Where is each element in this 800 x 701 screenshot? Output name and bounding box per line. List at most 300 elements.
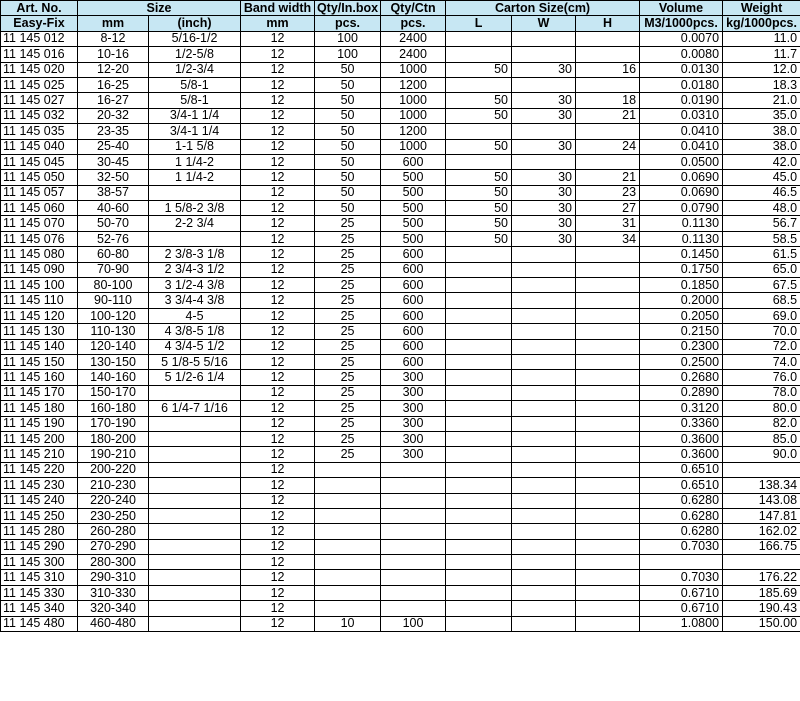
cell-carton-h	[576, 539, 640, 554]
cell-qty-inbox: 50	[315, 62, 381, 77]
cell-weight: 69.0	[723, 308, 800, 323]
cell-carton-h: 23	[576, 185, 640, 200]
cell-art-no: 11 145 120	[1, 308, 78, 323]
cell-volume: 0.0080	[640, 47, 723, 62]
cell-volume: 0.2890	[640, 385, 723, 400]
cell-band-width: 12	[241, 431, 315, 446]
cell-carton-h: 16	[576, 62, 640, 77]
cell-weight: 90.0	[723, 447, 800, 462]
cell-qty-ctn: 300	[381, 401, 446, 416]
cell-qty-inbox: 25	[315, 370, 381, 385]
cell-carton-h	[576, 262, 640, 277]
cell-carton-l	[446, 447, 512, 462]
cell-band-width: 12	[241, 77, 315, 92]
cell-size-mm: 200-220	[78, 462, 149, 477]
cell-carton-l: 50	[446, 185, 512, 200]
cell-carton-w: 30	[512, 62, 576, 77]
cell-band-width: 12	[241, 278, 315, 293]
cell-weight: 38.0	[723, 124, 800, 139]
cell-volume: 0.1450	[640, 247, 723, 262]
cell-art-no: 11 145 240	[1, 493, 78, 508]
cell-art-no: 11 145 045	[1, 154, 78, 169]
cell-carton-h	[576, 354, 640, 369]
cell-carton-l: 50	[446, 231, 512, 246]
cell-size-inch: 3 1/2-4 3/8	[149, 278, 241, 293]
cell-carton-h	[576, 401, 640, 416]
header-row	[1, 1, 800, 16]
cell-size-inch: 5 1/2-6 1/4	[149, 370, 241, 385]
cell-carton-w	[512, 154, 576, 169]
cell-carton-h	[576, 385, 640, 400]
cell-carton-h	[576, 278, 640, 293]
cell-art-no: 11 145 050	[1, 170, 78, 185]
cell-carton-h	[576, 124, 640, 139]
cell-carton-w	[512, 570, 576, 585]
cell-carton-h: 31	[576, 216, 640, 231]
cell-art-no: 11 145 300	[1, 555, 78, 570]
cell-band-width: 12	[241, 339, 315, 354]
cell-size-inch	[149, 478, 241, 493]
cell-qty-ctn: 600	[381, 339, 446, 354]
cell-carton-w: 30	[512, 170, 576, 185]
cell-size-inch: 3/4-1 1/4	[149, 124, 241, 139]
cell-weight: 61.5	[723, 247, 800, 262]
cell-art-no: 11 145 150	[1, 354, 78, 369]
cell-size-inch: 5 1/8-5 5/16	[149, 354, 241, 369]
table-row	[1, 154, 800, 169]
cell-band-width: 12	[241, 585, 315, 600]
table-row	[1, 278, 800, 293]
cell-carton-w	[512, 31, 576, 46]
cell-band-width: 12	[241, 231, 315, 246]
table-row	[1, 585, 800, 600]
table-row	[1, 324, 800, 339]
cell-qty-ctn: 600	[381, 247, 446, 262]
cell-volume: 0.0130	[640, 62, 723, 77]
cell-size-inch: 4 3/4-5 1/2	[149, 339, 241, 354]
cell-qty-inbox: 50	[315, 77, 381, 92]
cell-art-no: 11 145 250	[1, 508, 78, 523]
cell-volume: 0.3360	[640, 416, 723, 431]
cell-volume: 0.6510	[640, 478, 723, 493]
subheader-ctn-pcs: pcs.	[381, 16, 446, 31]
cell-size-mm: 30-45	[78, 154, 149, 169]
cell-carton-h	[576, 570, 640, 585]
cell-qty-inbox	[315, 570, 381, 585]
cell-weight: 80.0	[723, 401, 800, 416]
table-row	[1, 401, 800, 416]
cell-carton-h	[576, 293, 640, 308]
table-row	[1, 231, 800, 246]
cell-carton-l: 50	[446, 170, 512, 185]
cell-art-no: 11 145 032	[1, 108, 78, 123]
cell-weight: 143.08	[723, 493, 800, 508]
cell-size-mm: 50-70	[78, 216, 149, 231]
table-row	[1, 385, 800, 400]
table-row	[1, 201, 800, 216]
cell-qty-inbox: 25	[315, 401, 381, 416]
cell-art-no: 11 145 020	[1, 62, 78, 77]
cell-size-inch: 3 3/4-4 3/8	[149, 293, 241, 308]
cell-qty-ctn: 500	[381, 201, 446, 216]
cell-qty-inbox: 50	[315, 139, 381, 154]
cell-carton-w: 30	[512, 216, 576, 231]
cell-carton-l	[446, 539, 512, 554]
cell-band-width: 12	[241, 555, 315, 570]
cell-art-no: 11 145 110	[1, 293, 78, 308]
cell-size-inch	[149, 185, 241, 200]
cell-size-mm: 320-340	[78, 601, 149, 616]
cell-weight: 67.5	[723, 278, 800, 293]
table-row	[1, 601, 800, 616]
cell-qty-ctn: 1000	[381, 93, 446, 108]
table-row	[1, 139, 800, 154]
subheader-inbox-pcs: pcs.	[315, 16, 381, 31]
cell-size-mm: 80-100	[78, 278, 149, 293]
cell-band-width: 12	[241, 462, 315, 477]
header-qty-inbox: Qty/In.box	[315, 1, 381, 16]
cell-volume: 1.0800	[640, 616, 723, 631]
cell-art-no: 11 145 220	[1, 462, 78, 477]
cell-qty-ctn: 600	[381, 308, 446, 323]
subheader-mm: mm	[78, 16, 149, 31]
cell-carton-h: 24	[576, 139, 640, 154]
cell-qty-inbox	[315, 462, 381, 477]
header-size: Size	[78, 1, 241, 16]
cell-qty-inbox: 25	[315, 262, 381, 277]
cell-qty-inbox: 50	[315, 93, 381, 108]
cell-weight: 74.0	[723, 354, 800, 369]
cell-volume: 0.1750	[640, 262, 723, 277]
cell-size-inch: 1 1/4-2	[149, 154, 241, 169]
cell-qty-ctn: 1000	[381, 108, 446, 123]
cell-size-mm: 20-32	[78, 108, 149, 123]
cell-volume: 0.2150	[640, 324, 723, 339]
cell-band-width: 12	[241, 447, 315, 462]
cell-band-width: 12	[241, 185, 315, 200]
cell-size-inch: 2-2 3/4	[149, 216, 241, 231]
table-row	[1, 339, 800, 354]
cell-weight: 78.0	[723, 385, 800, 400]
cell-qty-ctn: 500	[381, 185, 446, 200]
cell-art-no: 11 145 027	[1, 93, 78, 108]
table-row	[1, 185, 800, 200]
cell-band-width: 12	[241, 93, 315, 108]
cell-carton-w	[512, 508, 576, 523]
cell-carton-h: 34	[576, 231, 640, 246]
cell-volume: 0.6280	[640, 493, 723, 508]
cell-carton-w	[512, 262, 576, 277]
cell-size-mm: 270-290	[78, 539, 149, 554]
cell-band-width: 12	[241, 201, 315, 216]
cell-size-inch: 6 1/4-7 1/16	[149, 401, 241, 416]
cell-weight: 21.0	[723, 93, 800, 108]
table-row	[1, 170, 800, 185]
cell-carton-h	[576, 601, 640, 616]
cell-size-inch: 4-5	[149, 308, 241, 323]
cell-weight: 72.0	[723, 339, 800, 354]
cell-carton-l	[446, 585, 512, 600]
cell-band-width: 12	[241, 601, 315, 616]
cell-carton-l	[446, 354, 512, 369]
cell-size-mm: 23-35	[78, 124, 149, 139]
cell-size-mm: 60-80	[78, 247, 149, 262]
table-row	[1, 570, 800, 585]
cell-qty-inbox	[315, 508, 381, 523]
cell-carton-h	[576, 247, 640, 262]
cell-art-no: 11 145 060	[1, 201, 78, 216]
cell-carton-h	[576, 370, 640, 385]
cell-size-mm: 230-250	[78, 508, 149, 523]
cell-weight: 70.0	[723, 324, 800, 339]
cell-weight: 56.7	[723, 216, 800, 231]
cell-carton-w	[512, 478, 576, 493]
cell-size-mm: 190-210	[78, 447, 149, 462]
cell-size-mm: 32-50	[78, 170, 149, 185]
cell-volume: 0.0790	[640, 201, 723, 216]
cell-carton-l	[446, 493, 512, 508]
cell-qty-ctn: 500	[381, 231, 446, 246]
cell-qty-ctn: 600	[381, 262, 446, 277]
cell-band-width: 12	[241, 124, 315, 139]
cell-volume: 0.0180	[640, 77, 723, 92]
cell-band-width: 12	[241, 154, 315, 169]
cell-carton-h	[576, 47, 640, 62]
cell-carton-l	[446, 308, 512, 323]
cell-carton-h	[576, 447, 640, 462]
cell-band-width: 12	[241, 247, 315, 262]
cell-band-width: 12	[241, 539, 315, 554]
table-row	[1, 31, 800, 46]
cell-band-width: 12	[241, 62, 315, 77]
cell-size-inch	[149, 385, 241, 400]
cell-carton-w	[512, 278, 576, 293]
table-row	[1, 493, 800, 508]
cell-carton-h	[576, 431, 640, 446]
cell-qty-inbox: 25	[315, 278, 381, 293]
cell-carton-w	[512, 124, 576, 139]
cell-qty-ctn: 300	[381, 447, 446, 462]
cell-size-inch	[149, 570, 241, 585]
cell-volume: 0.0410	[640, 124, 723, 139]
cell-art-no: 11 145 130	[1, 324, 78, 339]
cell-volume: 0.6510	[640, 462, 723, 477]
cell-size-mm: 120-140	[78, 339, 149, 354]
cell-carton-h: 21	[576, 170, 640, 185]
cell-volume: 0.1130	[640, 216, 723, 231]
cell-band-width: 12	[241, 31, 315, 46]
cell-carton-l	[446, 47, 512, 62]
cell-band-width: 12	[241, 508, 315, 523]
cell-size-mm: 140-160	[78, 370, 149, 385]
cell-qty-inbox: 25	[315, 216, 381, 231]
cell-carton-w	[512, 601, 576, 616]
cell-size-inch	[149, 416, 241, 431]
cell-art-no: 11 145 210	[1, 447, 78, 462]
table-body	[1, 31, 800, 631]
cell-carton-w	[512, 339, 576, 354]
table-row	[1, 416, 800, 431]
table-row	[1, 77, 800, 92]
cell-band-width: 12	[241, 354, 315, 369]
cell-weight: 190.43	[723, 601, 800, 616]
cell-size-inch: 2 3/8-3 1/8	[149, 247, 241, 262]
cell-weight: 185.69	[723, 585, 800, 600]
subheader-band-mm: mm	[241, 16, 315, 31]
cell-carton-w	[512, 247, 576, 262]
subheader-volume-unit: M3/1000pcs.	[640, 16, 723, 31]
subheader-easy-fix: Easy-Fix	[1, 16, 78, 31]
cell-art-no: 11 145 100	[1, 278, 78, 293]
cell-weight: 46.5	[723, 185, 800, 200]
cell-carton-w: 30	[512, 201, 576, 216]
cell-qty-ctn: 600	[381, 154, 446, 169]
header-qty-ctn: Qty/Ctn	[381, 1, 446, 16]
cell-carton-w	[512, 539, 576, 554]
cell-size-mm: 180-200	[78, 431, 149, 446]
cell-qty-ctn: 300	[381, 431, 446, 446]
cell-art-no: 11 145 170	[1, 385, 78, 400]
cell-art-no: 11 145 076	[1, 231, 78, 246]
cell-size-mm: 10-16	[78, 47, 149, 62]
cell-band-width: 12	[241, 385, 315, 400]
cell-size-inch	[149, 493, 241, 508]
cell-size-inch	[149, 524, 241, 539]
cell-weight: 12.0	[723, 62, 800, 77]
cell-qty-ctn: 300	[381, 370, 446, 385]
cell-weight: 58.5	[723, 231, 800, 246]
cell-carton-l	[446, 416, 512, 431]
table-row	[1, 478, 800, 493]
cell-carton-h	[576, 585, 640, 600]
cell-art-no: 11 145 330	[1, 585, 78, 600]
cell-qty-inbox: 25	[315, 231, 381, 246]
cell-size-inch	[149, 431, 241, 446]
cell-volume: 0.2000	[640, 293, 723, 308]
cell-carton-w	[512, 401, 576, 416]
cell-carton-l	[446, 293, 512, 308]
cell-weight: 82.0	[723, 416, 800, 431]
cell-carton-l: 50	[446, 216, 512, 231]
cell-carton-w	[512, 616, 576, 631]
cell-size-inch: 2 3/4-3 1/2	[149, 262, 241, 277]
table-row	[1, 616, 800, 631]
cell-carton-h	[576, 616, 640, 631]
cell-band-width: 12	[241, 216, 315, 231]
cell-volume: 0.7030	[640, 570, 723, 585]
cell-qty-inbox: 25	[315, 339, 381, 354]
cell-carton-h	[576, 555, 640, 570]
cell-size-inch	[149, 462, 241, 477]
cell-size-mm: 38-57	[78, 185, 149, 200]
cell-volume: 0.0690	[640, 170, 723, 185]
cell-carton-h	[576, 308, 640, 323]
table-row	[1, 354, 800, 369]
cell-art-no: 11 145 090	[1, 262, 78, 277]
cell-size-mm: 130-150	[78, 354, 149, 369]
cell-volume: 0.1130	[640, 231, 723, 246]
cell-band-width: 12	[241, 370, 315, 385]
cell-qty-ctn: 100	[381, 616, 446, 631]
cell-carton-h	[576, 77, 640, 92]
cell-qty-inbox: 25	[315, 385, 381, 400]
cell-art-no: 11 145 290	[1, 539, 78, 554]
cell-carton-w: 30	[512, 93, 576, 108]
cell-weight: 11.0	[723, 31, 800, 46]
cell-carton-l	[446, 339, 512, 354]
cell-carton-h	[576, 154, 640, 169]
cell-size-inch	[149, 555, 241, 570]
cell-band-width: 12	[241, 478, 315, 493]
cell-carton-l: 50	[446, 93, 512, 108]
cell-weight	[723, 462, 800, 477]
cell-carton-w	[512, 431, 576, 446]
table-row	[1, 524, 800, 539]
cell-volume: 0.0310	[640, 108, 723, 123]
cell-qty-ctn: 500	[381, 170, 446, 185]
cell-carton-l	[446, 478, 512, 493]
table-row	[1, 93, 800, 108]
cell-size-inch: 1/2-5/8	[149, 47, 241, 62]
cell-carton-w	[512, 354, 576, 369]
cell-qty-ctn	[381, 462, 446, 477]
cell-qty-ctn: 1200	[381, 124, 446, 139]
cell-size-mm: 90-110	[78, 293, 149, 308]
cell-qty-ctn: 2400	[381, 31, 446, 46]
cell-carton-h	[576, 462, 640, 477]
header-volume: Volume	[640, 1, 723, 16]
cell-carton-w	[512, 385, 576, 400]
cell-carton-w	[512, 308, 576, 323]
cell-art-no: 11 145 057	[1, 185, 78, 200]
cell-qty-inbox	[315, 493, 381, 508]
cell-carton-l	[446, 124, 512, 139]
table-row	[1, 462, 800, 477]
subheader-w: W	[512, 16, 576, 31]
cell-size-mm: 460-480	[78, 616, 149, 631]
cell-band-width: 12	[241, 293, 315, 308]
cell-qty-inbox: 50	[315, 124, 381, 139]
table-row	[1, 108, 800, 123]
cell-carton-l	[446, 77, 512, 92]
cell-size-mm: 160-180	[78, 401, 149, 416]
cell-qty-ctn	[381, 555, 446, 570]
cell-carton-w: 30	[512, 231, 576, 246]
cell-qty-ctn: 600	[381, 324, 446, 339]
cell-size-inch	[149, 539, 241, 554]
cell-qty-inbox: 100	[315, 31, 381, 46]
cell-size-inch	[149, 616, 241, 631]
cell-carton-l	[446, 154, 512, 169]
cell-art-no: 11 145 230	[1, 478, 78, 493]
cell-volume: 0.0070	[640, 31, 723, 46]
cell-carton-l	[446, 278, 512, 293]
cell-size-mm: 16-27	[78, 93, 149, 108]
cell-carton-l	[446, 385, 512, 400]
subheader-inch: (inch)	[149, 16, 241, 31]
cell-weight: 38.0	[723, 139, 800, 154]
cell-band-width: 12	[241, 170, 315, 185]
table-row	[1, 308, 800, 323]
cell-size-mm: 52-76	[78, 231, 149, 246]
cell-weight: 68.5	[723, 293, 800, 308]
cell-volume: 0.6710	[640, 585, 723, 600]
cell-carton-w	[512, 47, 576, 62]
cell-weight: 35.0	[723, 108, 800, 123]
subheader-weight-unit: kg/1000pcs.	[723, 16, 800, 31]
cell-carton-h	[576, 493, 640, 508]
cell-size-mm: 16-25	[78, 77, 149, 92]
